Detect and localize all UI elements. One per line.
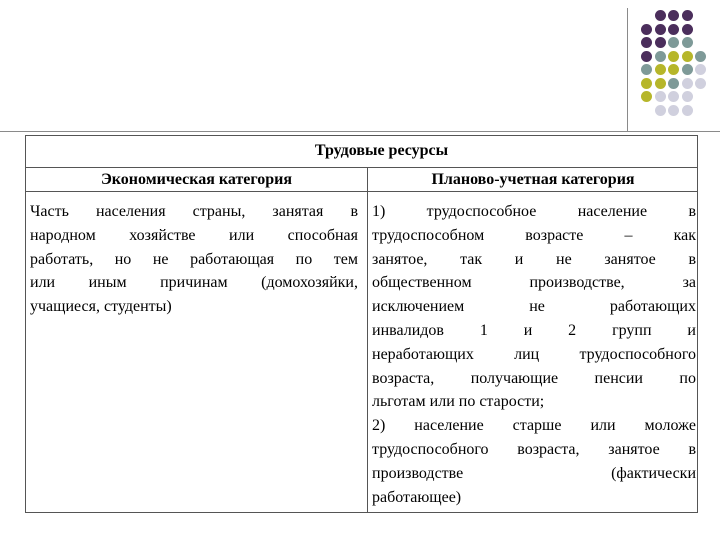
dot-lavender xyxy=(695,78,706,89)
dot-purple xyxy=(655,10,666,21)
dot-lavender xyxy=(668,105,679,116)
dot-purple xyxy=(655,37,666,48)
text-line: производстве (фактически xyxy=(372,464,696,482)
text-line: учащиеся, студенты) xyxy=(30,298,172,316)
text-line: или иным причинам (домохозяйки, xyxy=(30,274,358,292)
decorative-vertical-line xyxy=(627,8,628,132)
text-line: неработающих лиц трудоспособного xyxy=(372,345,696,363)
dot-purple xyxy=(682,24,693,35)
economic-category-text xyxy=(30,200,358,319)
dot-purple xyxy=(641,24,652,35)
column-divider xyxy=(367,168,368,512)
dot-purple xyxy=(682,10,693,21)
dot-olive xyxy=(668,51,679,62)
dot-purple xyxy=(668,10,679,21)
dot-teal xyxy=(682,64,693,75)
dot-lavender xyxy=(655,91,666,102)
header-accounting-category: Планово-учетная категория xyxy=(431,171,635,188)
dot-teal xyxy=(641,64,652,75)
text-line: Часть населения страны, занятая в xyxy=(30,203,358,220)
dot-teal xyxy=(695,51,706,62)
dot-lavender xyxy=(695,64,706,75)
text-line: народном хозяйстве или способная xyxy=(30,226,358,244)
dot-olive xyxy=(682,51,693,62)
dot-lavender xyxy=(668,91,679,102)
dot-olive xyxy=(641,78,652,89)
dot-lavender xyxy=(682,78,693,89)
text-line: 1) трудоспособное население в xyxy=(372,203,696,220)
dot-teal xyxy=(682,37,693,48)
dot-olive xyxy=(655,64,666,75)
header-economic-category: Экономическая категория xyxy=(100,171,293,188)
text-line: льготам или по старости; xyxy=(372,393,545,411)
dot-olive xyxy=(641,91,652,102)
text-line: общественном производстве, за xyxy=(372,274,696,292)
text-line: трудоспособного возраста, занятое в xyxy=(372,440,696,458)
dot-purple xyxy=(655,24,666,35)
dot-olive xyxy=(668,64,679,75)
dot-teal xyxy=(655,51,666,62)
dot-olive xyxy=(655,78,666,89)
dot-purple xyxy=(641,37,652,48)
dot-lavender xyxy=(682,105,693,116)
text-line: работающее) xyxy=(372,488,462,506)
text-line: работать, но не работающая по тем xyxy=(30,250,358,268)
dot-teal xyxy=(668,78,679,89)
dot-lavender xyxy=(682,91,693,102)
accounting-category-text xyxy=(372,200,696,509)
dot-lavender xyxy=(655,105,666,116)
table-title: Трудовые ресурсы xyxy=(26,136,697,168)
labor-resources-table xyxy=(25,135,698,513)
table-header-row xyxy=(26,168,697,192)
text-line: занятое, так и не занятое в xyxy=(372,250,696,268)
dot-purple xyxy=(668,24,679,35)
dot-teal xyxy=(668,37,679,48)
text-line: инвалидов 1 и 2 групп и xyxy=(372,321,696,339)
decorative-horizontal-line xyxy=(0,131,720,132)
text-line: возраста, получающие пенсии по xyxy=(372,369,696,387)
dot-purple xyxy=(641,51,652,62)
text-line: трудоспособном возрасте – как xyxy=(372,226,696,244)
text-line: 2) население старше или моложе xyxy=(372,417,696,435)
text-line: исключением не работающих xyxy=(372,298,696,316)
